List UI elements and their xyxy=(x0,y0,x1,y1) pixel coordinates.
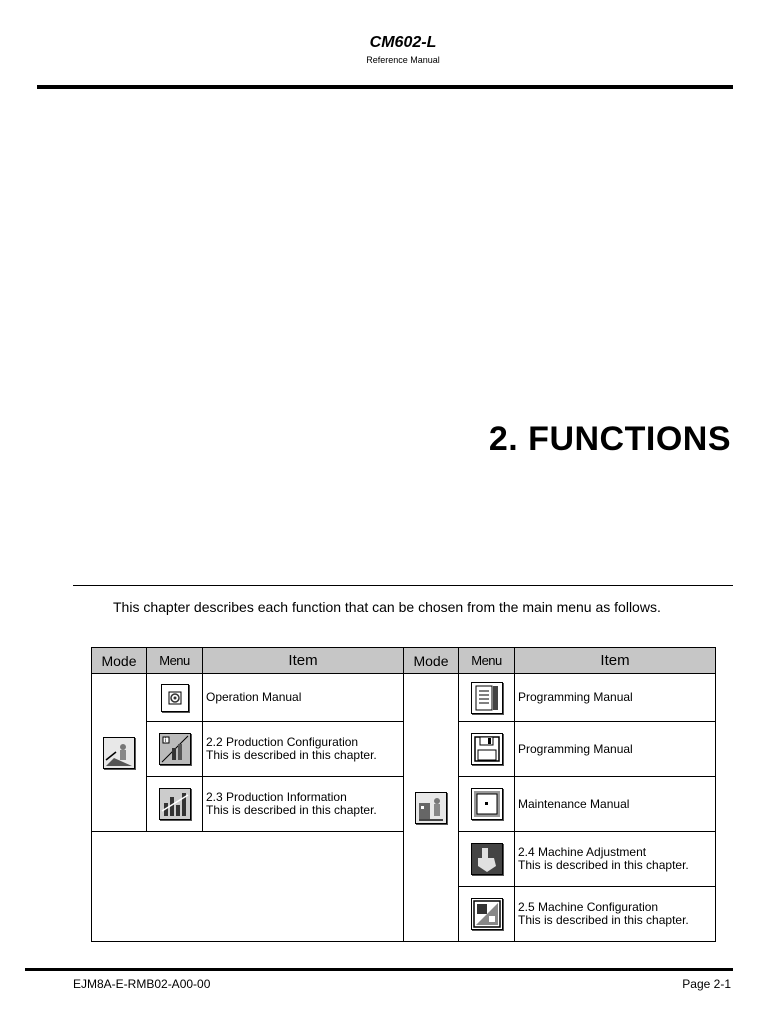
item-text: Operation Manual xyxy=(206,690,302,704)
menu-icon-cell xyxy=(147,777,203,832)
item-cell xyxy=(203,674,404,722)
header-rule xyxy=(37,85,733,89)
maintenance-mode-icon[interactable] xyxy=(415,792,447,824)
item-title: 2.3 Production Information xyxy=(206,790,347,804)
production-information-icon[interactable] xyxy=(159,788,191,820)
item-text: Maintenance Manual xyxy=(518,796,630,811)
item-note: This is described in this chapter. xyxy=(518,858,689,872)
item-note: This is described in this chapter. xyxy=(206,803,377,817)
header-mode-left: Mode xyxy=(92,648,147,674)
function-table xyxy=(91,647,716,942)
header-title: CM602-L xyxy=(369,34,437,51)
table-header-row xyxy=(92,648,716,674)
item-title: 2.4 Machine Adjustment xyxy=(518,845,647,859)
item-title: 2.5 Machine Configuration xyxy=(518,900,659,914)
maintenance-mode-cell xyxy=(404,674,459,942)
item-text: Programming Manual xyxy=(518,741,633,756)
item-note: This is described in this chapter. xyxy=(206,748,377,762)
item-cell xyxy=(203,722,404,777)
intro-text: This chapter describes each function that can be chosen from the main menu as follows. xyxy=(113,599,661,615)
header-menu-left: Menu xyxy=(147,648,203,674)
item-cell xyxy=(515,887,716,942)
item-cell xyxy=(203,777,404,832)
machine-configuration-icon[interactable] xyxy=(471,898,503,930)
item-note: This is described in this chapter. xyxy=(518,913,689,927)
item-title: 2.2 Production Configuration xyxy=(206,735,359,749)
menu-icon-cell xyxy=(147,674,203,722)
header-item-left: Item xyxy=(203,648,404,674)
menu-icon-cell xyxy=(459,832,515,887)
chapter-rule xyxy=(73,585,733,586)
item-cell xyxy=(515,674,716,722)
item-cell xyxy=(515,777,716,832)
footer-doc-id: EJM8A-E-RMB02-A00-00 xyxy=(73,977,211,991)
operation-manual-icon[interactable] xyxy=(161,684,189,712)
table-row xyxy=(92,674,716,722)
menu-icon-cell xyxy=(459,777,515,832)
menu-icon-cell xyxy=(147,722,203,777)
footer-page-number: Page 2-1 xyxy=(682,977,731,991)
item-text: Programming Manual xyxy=(518,690,633,704)
header-menu-right: Menu xyxy=(459,648,515,674)
item-cell xyxy=(515,722,716,777)
maintenance-manual-icon[interactable] xyxy=(471,788,503,820)
operation-mode-icon[interactable] xyxy=(103,737,135,769)
floppy-disk-icon[interactable] xyxy=(471,733,503,765)
header-item-right: Item xyxy=(515,648,716,674)
programming-manual-icon[interactable] xyxy=(471,682,503,714)
menu-icon-cell xyxy=(459,722,515,777)
footer-rule xyxy=(25,968,733,971)
chapter-title: 2. FUNCTIONS xyxy=(488,420,731,458)
svg-text:i: i xyxy=(164,738,166,744)
header-subtitle: Reference Manual xyxy=(366,55,440,65)
menu-icon-cell xyxy=(459,887,515,942)
empty-cell xyxy=(92,832,404,942)
item-cell xyxy=(515,832,716,887)
menu-icon-cell xyxy=(459,674,515,722)
machine-adjustment-icon[interactable] xyxy=(471,843,503,875)
operation-mode-cell xyxy=(92,674,147,832)
header-mode-right: Mode xyxy=(404,648,459,674)
production-configuration-icon[interactable] xyxy=(159,733,191,765)
